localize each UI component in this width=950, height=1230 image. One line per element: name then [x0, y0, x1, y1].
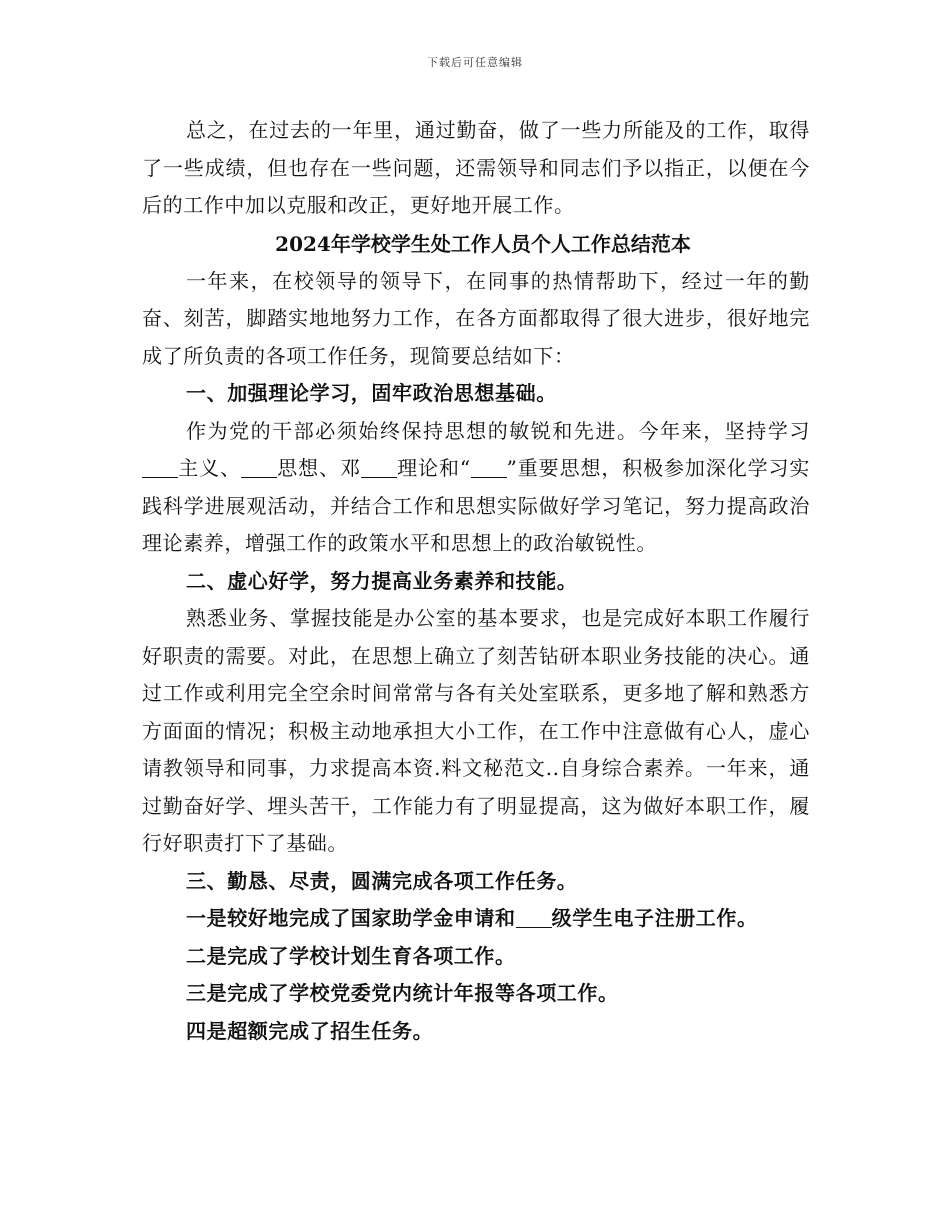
section-2-heading: 二、虚心好学，努力提高业务素养和技能。 [186, 568, 578, 593]
section-3-item-3: 三是完成了学校党委党内统计年报等各项工作。 [186, 981, 619, 1005]
intro-paragraph: 总之，在过去的一年里，通过勤奋，做了一些力所能及的工作，取得了一些成绩，但也存在一些问题，还需领导和同志们予以指正，以便在今后的工作中加以克服和改正，更好地开展工作。 [142, 118, 810, 217]
section-3-item-2: 二是完成了学校计划生育各项工作。 [186, 943, 516, 968]
section-3-heading: 三、勤恳、尽责，圆满完成各项工作任务。 [186, 868, 578, 893]
section-1-text-e: ”重要思想，积极参加深化学习实践科学进展观活动，并结合工作和思想实际做好学习笔记，努力提高政治理论素养，增强工作的政策水平和思想上的政治敏锐性。 [142, 456, 811, 555]
blank-line [471, 459, 507, 478]
item-1-text-b: 级学生电子注册工作。 [551, 906, 758, 930]
section-1-text-c: 思想、邓 [276, 456, 361, 480]
document-title: 2024年学校学生处工作人员个人工作总结范本 [275, 231, 691, 256]
blank-line [241, 459, 277, 478]
section-1-text-d: 理论和“ [396, 456, 471, 480]
blank-line [142, 459, 178, 478]
section-1-heading: 一、加强理论学习，固牢政治思想基础。 [186, 381, 557, 405]
section-1-text-b: 主义、 [178, 456, 241, 480]
blank-line [516, 909, 552, 928]
opening-paragraph: 一年来，在校领导的领导下，在同事的热情帮助下，经过一年的勤奋、刻苦，脚踏实地地努力工作，在各方面都取得了很大进步，很好地完成了所负责的各项工作任务，现简要总结如下： [142, 268, 810, 368]
item-1-text-a: 一是较好地完成了国家助学金申请和 [186, 906, 516, 930]
section-3-item-1 [142, 900, 810, 938]
section-1-text-a: 作为党的干部必须始终保持思想的敏锐和先进。今年来，坚持学习 [186, 418, 810, 443]
section-1-paragraph [142, 413, 810, 563]
document-body [142, 112, 810, 1050]
page-header-note: 下载后可任意编辑 [427, 56, 523, 69]
section-2-paragraph: 熟悉业务、掌握技能是办公室的基本要求，也是完成好本职工作履行好职责的需要。对此，在思想上确立了刻苦钻研本职业务技能的决心。通过工作或利用完全空余时间常常与各有关处室联系，更多地了解和熟悉方方面面的情况；积极主动地承担大小工作，在工作中注意做有心人，虚心请教领导和同事，力求提高本资.料文秘范文..自身综合素养。一年来，通过勤奋好学、埋头苦干，工作能力有了明显提高，这为做好本职工作，履行好职责打下了基础。 [142, 606, 810, 855]
blank-line [361, 459, 397, 478]
section-3-item-4: 四是超额完成了招生任务。 [186, 1018, 434, 1043]
